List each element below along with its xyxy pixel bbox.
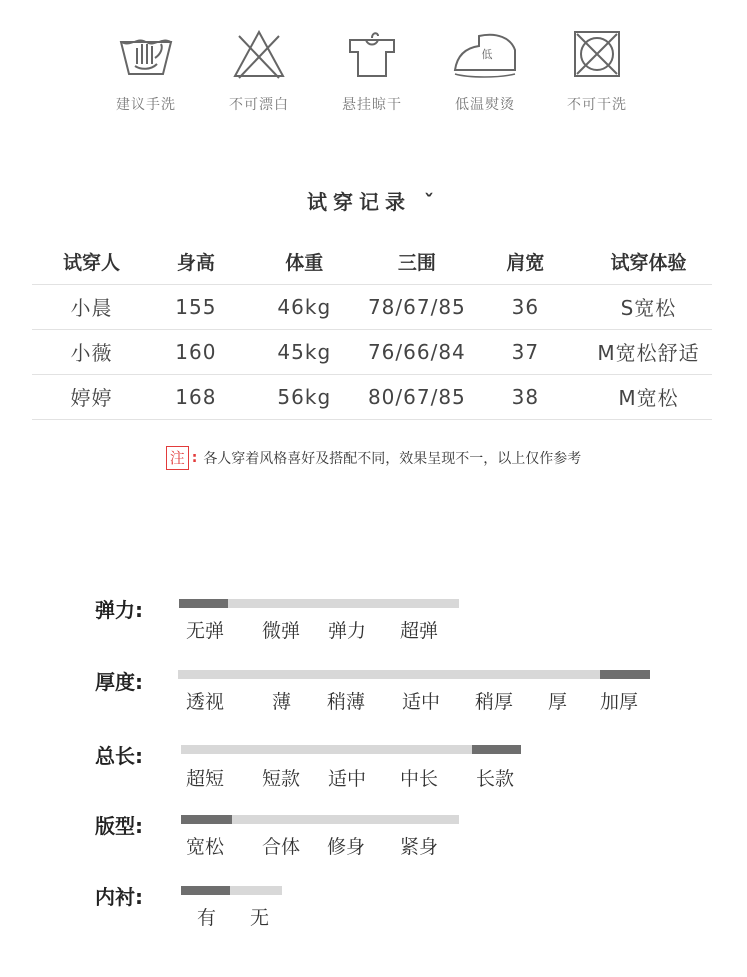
care-low-iron (435, 28, 535, 114)
care-label: 不可漂白 (229, 97, 289, 113)
note-colon: : (191, 450, 198, 466)
scale-option: 稍薄 (327, 691, 366, 713)
table-row (32, 284, 712, 329)
fit-note (0, 446, 747, 470)
cell-weight: 45kg (241, 329, 368, 374)
cell-measurements: 76/66/84 (368, 329, 466, 374)
trial-record-title: 试穿记录 ˇ (307, 190, 440, 214)
cell-height: 155 (151, 284, 241, 329)
scale-option: 修身 (327, 836, 366, 858)
care-label: 不可干洗 (567, 97, 627, 113)
scale-option: 长款 (476, 768, 515, 790)
scale-option: 宽松 (186, 836, 225, 858)
header-measurements: 三围 (368, 240, 466, 284)
header-wearer: 试穿人 (32, 240, 151, 284)
scale-option: 厚 (548, 691, 568, 713)
care-hand-wash (96, 28, 196, 114)
cell-measurements: 80/67/85 (368, 374, 466, 419)
attr-label: 内衬: (95, 885, 143, 909)
low-iron-icon (449, 28, 521, 80)
scale-option: 稍厚 (475, 691, 514, 713)
scale-track (181, 745, 521, 754)
scale-option: 微弹 (262, 620, 301, 642)
cell-wearer: 小晨 (32, 284, 151, 329)
scale-track (181, 815, 459, 824)
attr-label: 总长: (95, 744, 143, 768)
scale-option: 超短 (186, 768, 225, 790)
hang-dry-icon (342, 28, 402, 80)
attr-label: 弹力: (95, 598, 143, 622)
header-weight: 体重 (241, 240, 368, 284)
header-height: 身高 (151, 240, 241, 284)
cell-shoulder: 36 (466, 284, 585, 329)
care-label: 悬挂晾干 (342, 97, 402, 113)
scale-option: 合体 (262, 836, 301, 858)
scale-option: 适中 (328, 768, 367, 790)
cell-shoulder: 38 (466, 374, 585, 419)
scale-option: 薄 (272, 691, 292, 713)
care-no-dry-clean (547, 28, 647, 114)
note-text: 各人穿着风格喜好及搭配不同，效果呈现不一，以上仅作参考 (203, 451, 582, 467)
scale-track (181, 886, 282, 895)
no-dry-clean-icon (571, 28, 623, 80)
header-shoulder: 肩宽 (466, 240, 585, 284)
header-experience: 试穿体验 (585, 240, 712, 284)
scale-option: 无 (250, 907, 270, 929)
cell-weight: 56kg (241, 374, 368, 419)
cell-experience: M宽松舒适 (585, 329, 712, 374)
table-row (32, 374, 712, 419)
no-bleach-icon (231, 28, 287, 80)
scale-indicator (600, 670, 650, 679)
care-label: 低温熨烫 (455, 97, 515, 113)
scale-option: 弹力 (328, 620, 367, 642)
cell-height: 168 (151, 374, 241, 419)
table-header-row (32, 240, 712, 284)
care-label: 建议手洗 (116, 97, 176, 113)
cell-wearer: 小薇 (32, 329, 151, 374)
scale-option: 短款 (262, 768, 301, 790)
cell-height: 160 (151, 329, 241, 374)
scale-option: 超弹 (400, 620, 439, 642)
scale-option: 紧身 (400, 836, 439, 858)
scale-track (178, 670, 650, 679)
cell-experience: S宽松 (585, 284, 712, 329)
scale-indicator (181, 886, 230, 895)
table-row (32, 329, 712, 374)
scale-option: 适中 (402, 691, 441, 713)
care-hang-dry (322, 28, 422, 114)
scale-option: 中长 (400, 768, 439, 790)
scale-option: 无弹 (186, 620, 225, 642)
scale-option: 有 (197, 907, 217, 929)
scale-track (179, 599, 459, 608)
cell-measurements: 78/67/85 (368, 284, 466, 329)
iron-low-text: 低 (481, 48, 493, 61)
cell-wearer: 婷婷 (32, 374, 151, 419)
cell-experience: M宽松 (585, 374, 712, 419)
hand-wash-icon (115, 28, 177, 80)
attr-label: 厚度: (95, 670, 143, 694)
scale-indicator (181, 815, 232, 824)
scale-option: 透视 (186, 691, 225, 713)
cell-shoulder: 37 (466, 329, 585, 374)
cell-weight: 46kg (241, 284, 368, 329)
care-no-bleach (209, 28, 309, 114)
attr-label: 版型: (95, 814, 143, 838)
trial-table (32, 240, 712, 420)
scale-indicator (472, 745, 521, 754)
scale-option: 加厚 (600, 691, 639, 713)
note-badge: 注 (166, 446, 189, 470)
scale-indicator (179, 599, 228, 608)
